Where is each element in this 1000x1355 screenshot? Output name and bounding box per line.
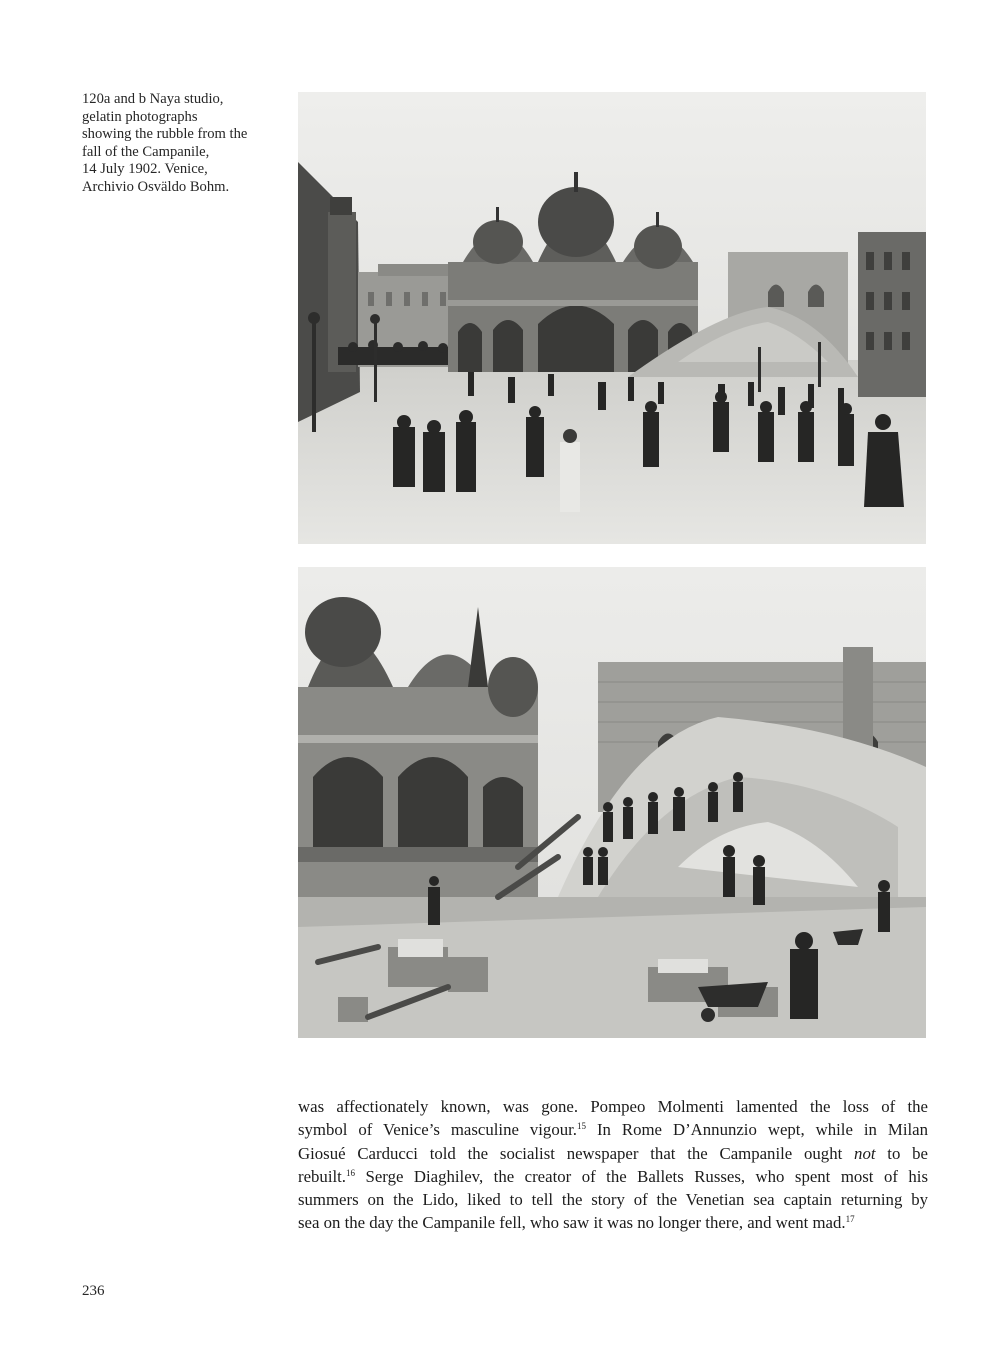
body-line — [298, 1142, 928, 1165]
emphasis: not — [854, 1143, 876, 1163]
page-number: 236 — [82, 1283, 105, 1299]
text-run: to be — [875, 1143, 928, 1163]
caption-line: gelatin photographs — [82, 108, 198, 125]
body-line — [298, 1188, 928, 1211]
caption-line: 14 July 1902. Venice, — [82, 161, 208, 177]
text-run: In Rome D’Annunzio wept, while in Milan — [585, 1120, 928, 1140]
caption-line: 120a and b Naya studio, — [82, 91, 224, 107]
text-run: was affectionately known, was gone. Pompeo Molmenti lamented the loss of the — [298, 1097, 928, 1116]
text-run: summers on the Lido, liked to tell the story of the Venetian sea captain returning by — [298, 1190, 928, 1210]
footnote-ref[interactable]: 16 — [346, 1167, 356, 1178]
body-line — [298, 1211, 928, 1234]
text-run: symbol of Venice’s masculine vigour. — [298, 1120, 577, 1140]
photo-a-illustration — [298, 92, 926, 544]
body-paragraph — [298, 1095, 928, 1235]
text-run: Serge Diaghilev, the creator of the Ballets Russes, who spent most of his — [355, 1166, 928, 1186]
caption-line: showing the rubble from the — [82, 126, 248, 142]
caption-line: fall of the Campanile, — [82, 143, 210, 160]
photo-b-illustration — [298, 567, 926, 1038]
figure-caption — [82, 91, 282, 196]
body-line — [298, 1118, 928, 1141]
footnote-ref[interactable]: 15 — [576, 1121, 586, 1132]
photo-campanile-rubble — [298, 567, 926, 1038]
text-run: sea on the day the Campanile fell, who saw it was no longer there, and went mad. — [298, 1213, 846, 1233]
body-line — [298, 1095, 928, 1118]
caption-line: Archivio Osväldo Bohm. — [82, 178, 230, 195]
text-run: rebuilt. — [298, 1166, 347, 1186]
body-line — [298, 1165, 928, 1188]
text-run: Giosué Carducci told the socialist newspaper that the Campanile ought — [298, 1143, 855, 1163]
footnote-ref[interactable]: 17 — [845, 1214, 855, 1225]
photo-piazza-san-marco — [298, 92, 926, 544]
